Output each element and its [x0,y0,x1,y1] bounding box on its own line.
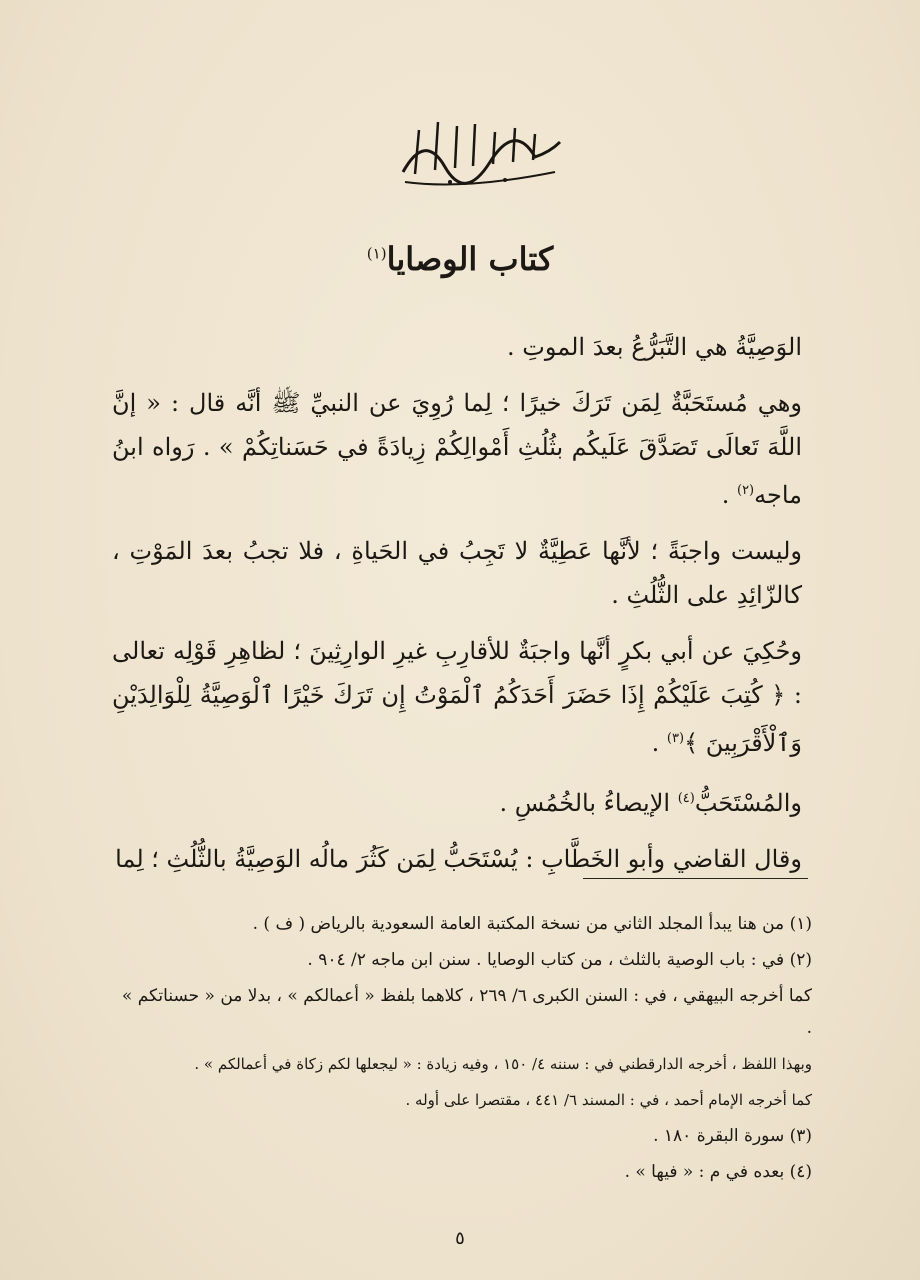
footnote-ref-3: (٣) [666,731,685,746]
footnote-2: (٢) في : باب الوصية بالثلث ، من كتاب الوصايا . سنن ابن ماجه ٢/ ٩٠٤ . [307,950,812,970]
footnote-1: (١) من هنا يبدأ المجلد الثاني من نسخة المكتبة العامة السعودية بالرياض ( ف ) . [252,914,812,934]
footnote-3: (٣) سورة البقرة ١٨٠ . [653,1126,812,1146]
footnote-2-daraqutni: وبهذا اللفظ ، أخرجه الدارقطني في : سننه ٤/ ١٥٠ ، وفيه زيادة : « ليجعلها لكم زكاة في أعمالكم » . [194,1055,812,1073]
footnotes [112,908,812,1192]
paragraph-fifth-start: والمُسْتَحَبُّ [694,789,802,817]
paragraph-definition: الوَصِيَّةُ هي التَّبَرُّعُ بعدَ الموتِ . [506,333,802,361]
paragraph-abu-bakr-text: وحُكِيَ عن أبي بكرٍ أنَّها واجبَةٌ للأقارِبِ غيرِ الوارِثِينَ ؛ لظاهِرِ قَوْلِه تعالى : ﴿ كُتِبَ عَلَيْكُمْ إِذَا حَضَرَ أَحَدَكُمُ ٱلْمَوْتُ إِن تَرَكَ خَيْرًا ٱلْوَصِيَّةُ لِلْوَالِدَيْنِ وَٱلْأَقْرَبِينَ ﴾ [112,637,802,757]
footnote-separator [583,878,808,879]
chapter-title-text: كتاب الوصايا [386,240,554,278]
paragraph-fifth [112,777,802,825]
paragraph-qadi: وقال القاضي وأبو الخَطَّابِ : يُسْتَحَبُّ لِمَن كَثُرَ مالُه الوَصِيَّةُ بالثُّلُثِ ؛ لِما [115,845,802,873]
paragraph-abu-bakr-end: . [651,729,667,757]
paragraph-recommended-text: وهي مُستَحَبَّةٌ لِمَن تَرَكَ خيرًا ؛ لِما رُوِيَ عن النبيِّ ﷺ أنَّه قال : « إنَّ اللَّهَ تَعالَى تَصَدَّقَ عَلَيكُم بثُلُثِ أَمْوالِكُمْ زِيادَةً في حَسَناتِكُمْ » . رَواه ابنُ ماجه [112,389,802,509]
paragraph-recommended [112,381,802,517]
main-text [112,325,802,893]
chapter-title [0,240,920,278]
footnote-ref-2: (٢) [736,483,755,498]
paragraph-fifth-end: الإيصاءُ بالخُمُسِ . [499,789,678,817]
footnote-2-bayhaqi: كما أخرجه البيهقي ، في : السنن الكبرى ٦/ ٢٦٩ ، كلاهما بلفظ « أعمالكم » ، بدلا من « حسناتكم » . [121,986,812,1038]
footnote-4: (٤) بعده في م : « فيها » . [624,1162,812,1182]
paragraph-not-obligatory: وليست واجبَةً ؛ لأنَّها عَطِيَّةٌ لا تَجِبُ في الحَياةِ ، فلا تجبُ بعدَ المَوْتِ ، كالزّائِدِ على الثُّلُثِ . [112,537,802,609]
footnote-ref-4: (٤) [677,791,695,806]
page-number: ٥ [455,1228,465,1249]
chapter-footnote-ref: (١) [366,244,387,263]
paragraph-abu-bakr [112,629,802,765]
footnote-2-ahmad: كما أخرجه الإمام أحمد ، في : المسند ٦/ ٤٤١ ، مقتصرا على أوله . [405,1091,812,1109]
paragraph-recommended-end: . [721,481,737,509]
basmala-calligraphy [395,112,565,192]
